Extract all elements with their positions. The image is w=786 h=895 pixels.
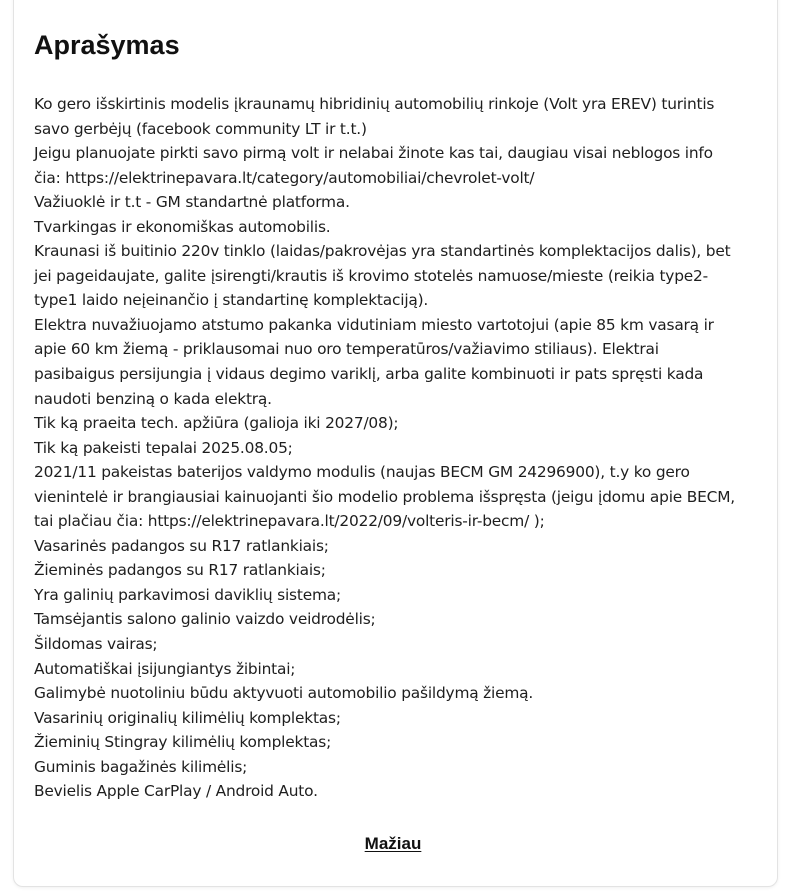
description-line: Tvarkingas ir ekonomiškas automobilis. — [34, 217, 331, 236]
description-line: Kraunasi iš buitinio 220v tinklo (laidas/pakrovėjas yra standartinės komplektacijos dalis), bet — [34, 242, 731, 261]
description-line: Elektra nuvažiuojamo atstumo pakanka vidutiniam miesto vartotojui (apie 85 km vasarą ir — [34, 315, 714, 334]
description-line: Bevielis Apple CarPlay / Android Auto. — [34, 782, 318, 801]
section-title: Aprašymas — [34, 30, 180, 60]
description-line: Automatiškai įsijungiantys žibintai; — [34, 659, 296, 678]
description-line: Galimybė nuotoliniu būdu aktyvuoti automobilio pašildymą žiemą. — [34, 684, 534, 703]
description-line: Važiuoklė ir t.t - GM standartnė platforma. — [34, 193, 350, 212]
description-line: vienintelė ir brangiausiai kainuojanti šio modelio problema išspręsta (jeigu įdomu apie BECM, — [34, 487, 735, 506]
description-line: Vasarinės padangos su R17 ratlankiais; — [34, 536, 329, 555]
description-line: Šildomas vairas; — [34, 635, 158, 654]
description-line: Ko gero išskirtinis modelis įkraunamų hibridinių automobilių rinkoje (Volt yra EREV) turintis — [34, 95, 715, 113]
description-line: Vasarinių originalių kilimėlių komplektas; — [34, 708, 341, 727]
description-line: tai plačiau čia: https://elektrinepavara.lt/2022/09/volteris-ir-becm/ ); — [34, 512, 545, 531]
description-line: jei pageidaujate, galite įsirengti/krautis iš krovimo stotelės namuose/mieste (reikia type2- — [34, 266, 708, 285]
show-less-row — [0, 833, 786, 855]
description-line: Guminis bagažinės kilimėlis; — [34, 757, 248, 776]
description-line: pasibaigus persijungia į vidaus degimo variklį, arba galite kombinuoti ir pats spręsti kada — [34, 365, 704, 384]
description-line: Yra galinių parkavimosi daviklių sistema; — [34, 585, 341, 604]
description-line: 2021/11 pakeistas baterijos valdymo modulis (naujas BECM GM 24296900), t.y ko gero — [34, 463, 690, 482]
description-line: Žieminių Stingray kilimėlių komplektas; — [34, 733, 332, 752]
description-line: Tik ką praeita tech. apžiūra (galioja iki 2027/08); — [34, 414, 399, 433]
show-less-link[interactable]: Mažiau — [364, 834, 422, 853]
description-line: čia: https://elektrinepavara.lt/category/automobiliai/chevrolet-volt/ — [34, 168, 535, 187]
description-line: Žieminės padangos su R17 ratlankiais; — [34, 561, 326, 580]
description-line: savo gerbėjų (facebook community LT ir t.t.) — [34, 119, 367, 138]
description-line: apie 60 km žiemą - priklausomai nuo oro temperatūros/važiavimo stiliaus). Elektrai — [34, 340, 659, 359]
description-line: Jeigu planuojate pirkti savo pirmą volt ir nelabai žinote kas tai, daugiau visai neblogos info — [34, 144, 713, 163]
description-line: naudoti benziną o kada elektrą. — [34, 389, 272, 408]
description-line: Tik ką pakeisti tepalai 2025.08.05; — [34, 438, 293, 457]
description-text — [34, 92, 759, 804]
description-line: Tamsėjantis salono galinio vaizdo veidrodėlis; — [34, 610, 376, 629]
description-line: type1 laido neįeinančio į standartinę komplektaciją). — [34, 291, 429, 310]
